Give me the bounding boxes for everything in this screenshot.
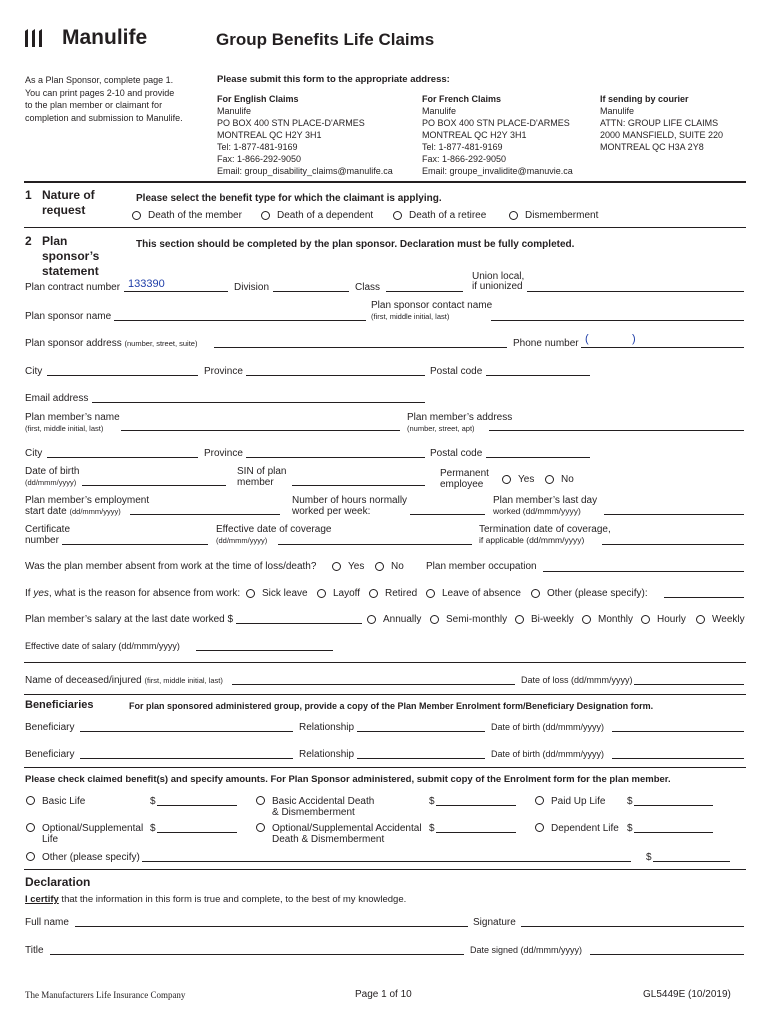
optional-life-label-line: Optional/Supplemental	[42, 823, 144, 834]
last-day-label	[493, 495, 597, 517]
class-field[interactable]	[386, 291, 463, 292]
radio-semi-monthly[interactable]	[430, 615, 439, 624]
city-field[interactable]	[47, 375, 198, 376]
deceased-label-text: Name of deceased/injured	[25, 675, 142, 686]
reason-label: Sick leave	[262, 588, 308, 599]
relationship-label: Relationship	[299, 749, 355, 760]
sponsor-name-label: Plan sponsor name	[25, 311, 112, 322]
footer-company: The Manufacturers Life Insurance Company	[25, 990, 186, 1000]
dollar-sign: $	[646, 852, 652, 863]
reason-label: Leave of absence	[442, 588, 521, 599]
title-label: Title	[25, 945, 44, 956]
radio-permanent-yes[interactable]	[502, 475, 511, 484]
benefits-instruction: Please check claimed benefit(s) and specify amounts. For Plan Sponsor administered, submit copy of the Enrolment form for the plan member.	[25, 774, 671, 785]
address-line: Email: groupe_invalidite@manuvie.ca	[422, 166, 573, 176]
declaration-heading: Declaration	[25, 875, 91, 889]
beneficiaries-instruction: For plan sponsored administered group, provide a copy of the Plan Member Enrolment form/Beneficiary Designation form.	[129, 701, 654, 711]
last-day-field[interactable]	[604, 514, 744, 515]
address-line: PO BOX 400 STN PLACE-D'ARMES	[217, 118, 365, 128]
divider	[24, 694, 746, 695]
radio-annually[interactable]	[367, 615, 376, 624]
address-line: 2000 MANSFIELD, SUITE 220	[600, 130, 724, 140]
email-label: Email address	[25, 393, 89, 404]
eff-coverage-label	[216, 524, 331, 546]
sin-label-line: SIN of plan	[237, 466, 287, 477]
divider	[24, 869, 746, 870]
section1-instruction: Please select the benefit type for which the claimant is applying.	[136, 193, 442, 204]
optional-add-label-line: Optional/Supplemental Accidental	[272, 823, 422, 834]
absence-reason-text: , what is the reason for absence from work:	[48, 588, 241, 599]
reason-label: Layoff	[333, 588, 361, 599]
address-line: Manulife	[217, 106, 252, 116]
certificate-label	[25, 524, 70, 546]
beneficiary-label: Beneficiary	[25, 749, 75, 760]
address-line: If sending by courier	[600, 94, 689, 104]
division-label: Division	[234, 282, 270, 293]
union-label	[472, 272, 524, 292]
beneficiary-2-dob-field[interactable]	[612, 758, 744, 759]
radio-other-benefit[interactable]	[26, 852, 35, 861]
address-line: Fax: 1-866-292-9050	[217, 154, 302, 164]
intro-line: completion and submission to Manulife.	[25, 112, 183, 123]
hours-label-line: worked per week:	[292, 506, 371, 517]
union-label-line: if unionized	[472, 281, 523, 292]
intro-line: As a Plan Sponsor, complete page 1.	[25, 75, 174, 85]
date-loss-field[interactable]	[634, 684, 744, 685]
absence-reason-label	[25, 588, 240, 599]
basic-life-amount[interactable]	[157, 805, 237, 806]
salary-label: Plan member’s salary at the last date worked $	[25, 614, 234, 625]
radio-hourly[interactable]	[641, 615, 650, 624]
no-label: No	[561, 474, 574, 485]
dob-label-text: Date of birth	[25, 466, 80, 477]
title-field[interactable]	[50, 954, 464, 955]
address-line: Manulife	[600, 106, 635, 116]
termination-label	[479, 524, 611, 546]
full-name-field[interactable]	[75, 926, 468, 927]
occupation-field[interactable]	[543, 571, 744, 572]
section2-instruction: This section should be completed by the plan sponsor. Declaration must be fully completed.	[136, 239, 575, 250]
other-benefit-label: Other (please specify)	[42, 852, 140, 863]
date-signed-label: Date signed (dd/mmm/yyyy)	[470, 945, 583, 955]
logo-text: Manulife	[62, 26, 148, 49]
radio-retired[interactable]	[369, 589, 378, 598]
dependent-life-amount[interactable]	[634, 832, 713, 833]
basic-add-amount[interactable]	[436, 805, 516, 806]
freq-label: Bi-weekly	[531, 614, 574, 625]
reason-label: Retired	[385, 588, 418, 599]
phone-label: Phone number	[513, 338, 579, 349]
certificate-label-line: Certificate	[25, 524, 71, 535]
radio-leave-of-absence[interactable]	[426, 589, 435, 598]
address-line: Tel: 1-877-481-9169	[217, 142, 298, 152]
optional-add-label	[272, 823, 422, 845]
paid-up-label: Paid Up Life	[551, 796, 606, 807]
phone-paren-close: )	[632, 333, 636, 345]
yes-label: Yes	[348, 561, 365, 572]
sponsor-name-field[interactable]	[114, 320, 366, 321]
radio-weekly[interactable]	[696, 615, 705, 624]
freq-label: Annually	[383, 614, 422, 625]
divider	[24, 662, 746, 663]
date-signed-field[interactable]	[590, 954, 744, 955]
member-name-label-text: Plan member’s name	[25, 412, 120, 423]
hours-label	[292, 495, 407, 517]
submit-heading: Please submit this form to the appropriate address:	[217, 74, 450, 85]
radio-basic-add[interactable]	[256, 796, 265, 805]
dollar-sign: $	[627, 796, 633, 807]
sin-label-line: member	[237, 477, 274, 488]
divider	[24, 767, 746, 768]
beneficiary-1-field[interactable]	[80, 731, 293, 732]
address-line: Tel: 1-877-481-9169	[422, 142, 503, 152]
contact-name-label	[371, 300, 492, 322]
freq-label: Monthly	[598, 614, 634, 625]
salary-field[interactable]	[236, 623, 362, 624]
dob-hint: (dd/mmm/yyyy)	[25, 478, 77, 487]
basic-add-label	[272, 796, 374, 818]
certify-statement	[25, 894, 406, 905]
radio-optional-add[interactable]	[256, 823, 265, 832]
emp-start-label-line: Plan member’s employment	[25, 495, 150, 506]
termination-label-line: Termination date of coverage,	[479, 524, 611, 535]
address-line: PO BOX 400 STN PLACE-D'ARMES	[422, 118, 570, 128]
email-field[interactable]	[92, 402, 425, 403]
beneficiary-label: Beneficiary	[25, 722, 75, 733]
member-city-field[interactable]	[47, 457, 198, 458]
radio-death-of-retiree[interactable]	[393, 211, 402, 220]
radio-optional-life[interactable]	[26, 823, 35, 832]
member-name-field[interactable]	[121, 430, 400, 431]
manulife-logo-icon	[24, 27, 46, 49]
emp-start-field[interactable]	[130, 514, 280, 515]
yes-label: Yes	[518, 474, 535, 485]
address-line: Email: group_disability_claims@manulife.ca	[217, 166, 393, 176]
radio-paid-up-life[interactable]	[535, 796, 544, 805]
certificate-field[interactable]	[62, 544, 208, 545]
city-label: City	[25, 366, 43, 377]
french-claims-address	[422, 93, 573, 177]
termination-label-line: if applicable (dd/mmm/yyyy)	[479, 535, 585, 545]
emp-start-hint: (dd/mmm/yyyy)	[69, 507, 121, 516]
member-name-label	[25, 412, 120, 434]
relationship-2-field[interactable]	[357, 758, 485, 759]
postal-label: Postal code	[430, 366, 483, 377]
hours-field[interactable]	[410, 514, 485, 515]
postal-field[interactable]	[486, 375, 590, 376]
permanent-label	[440, 468, 489, 490]
basic-life-label: Basic Life	[42, 796, 86, 807]
full-name-label: Full name	[25, 917, 69, 928]
sin-field[interactable]	[292, 485, 425, 486]
deceased-field[interactable]	[232, 684, 515, 685]
address-line: MONTREAL QC H3A 2Y8	[600, 142, 704, 152]
section-title-line: Nature of	[42, 188, 95, 202]
intro-text	[25, 74, 183, 124]
other-reason-field[interactable]	[664, 597, 744, 598]
freq-label: Semi-monthly	[446, 614, 508, 625]
province-label: Province	[204, 366, 243, 377]
option-label: Death of the member	[148, 210, 242, 221]
section2-title	[25, 234, 100, 278]
optional-life-amount[interactable]	[157, 832, 237, 833]
last-day-label-line: Plan member’s last day	[493, 495, 598, 506]
section-title-line: Plan	[42, 234, 68, 248]
emp-start-label-line: start date	[25, 506, 67, 517]
beneficiary-dob-label: Date of birth (dd/mmm/yyyy)	[491, 722, 605, 732]
eff-salary-label: Effective date of salary (dd/mmm/yyyy)	[25, 641, 180, 651]
english-claims-address	[217, 93, 393, 177]
sponsor-address-field[interactable]	[214, 347, 507, 348]
member-city-label: City	[25, 448, 43, 459]
dollar-sign: $	[150, 823, 156, 834]
no-label: No	[391, 561, 404, 572]
occupation-label: Plan member occupation	[426, 561, 537, 572]
certificate-label-line: number	[25, 535, 59, 546]
radio-bi-weekly[interactable]	[515, 615, 524, 624]
plan-contract-value: 133390	[128, 278, 165, 290]
address-line: For English Claims	[217, 94, 299, 104]
address-line: MONTREAL QC H2Y 3H1	[217, 130, 322, 140]
dollar-sign: $	[627, 823, 633, 834]
intro-line: You can print pages 2-10 and provide	[25, 87, 175, 98]
footer-form-code: GL5449E (10/2019)	[643, 989, 731, 1000]
basic-add-label-line: Basic Accidental Death	[272, 796, 375, 807]
basic-add-label-line: & Dismemberment	[272, 807, 355, 818]
option-label: Death of a dependent	[277, 210, 374, 221]
contact-name-line: Plan sponsor contact name	[371, 300, 493, 311]
phone-field[interactable]	[581, 347, 744, 348]
deceased-label	[25, 675, 223, 686]
permanent-label-line: employee	[440, 479, 484, 490]
last-day-label-line: worked (dd/mmm/yyyy)	[493, 506, 581, 516]
plan-contract-label: Plan contract number	[25, 282, 121, 293]
sponsor-address-hint: (number, street, suite)	[124, 339, 198, 348]
paid-up-amount[interactable]	[634, 805, 713, 806]
freq-label: Hourly	[657, 614, 686, 625]
eff-coverage-hint: (dd/mmm/yyyy)	[216, 536, 268, 545]
certify-rest: that the information in this form is true and complete, to the best of my knowledge.	[58, 894, 407, 905]
dollar-sign: $	[429, 823, 435, 834]
radio-layoff[interactable]	[317, 589, 326, 598]
member-province-field[interactable]	[246, 457, 425, 458]
beneficiary-1-dob-field[interactable]	[612, 731, 744, 732]
section1-title	[25, 188, 95, 217]
section-number: 2	[25, 234, 32, 248]
dependent-life-label: Dependent Life	[551, 823, 619, 834]
member-postal-field[interactable]	[486, 457, 590, 458]
dob-field[interactable]	[82, 485, 226, 486]
member-name-hint: (first, middle initial, last)	[25, 424, 104, 433]
absence-reason-yes: yes	[33, 588, 49, 599]
class-label: Class	[355, 282, 381, 293]
beneficiary-2-field[interactable]	[80, 758, 293, 759]
radio-dismemberment[interactable]	[509, 211, 518, 220]
reason-label: Other (please specify):	[547, 588, 648, 599]
member-address-label-text: Plan member’s address	[407, 412, 513, 423]
termination-field[interactable]	[602, 544, 744, 545]
optional-add-amount[interactable]	[436, 832, 516, 833]
section-number: 1	[25, 188, 32, 202]
signature-field[interactable]	[521, 926, 744, 927]
radio-permanent-no[interactable]	[545, 475, 554, 484]
radio-basic-life[interactable]	[26, 796, 35, 805]
signature-label: Signature	[473, 917, 516, 928]
contact-name-hint: (first, middle initial, last)	[371, 312, 450, 321]
absence-reason-text: If	[25, 588, 34, 599]
relationship-1-field[interactable]	[357, 731, 485, 732]
sponsor-address-label	[25, 338, 197, 349]
address-line: Manulife	[422, 106, 457, 116]
radio-death-of-member[interactable]	[132, 211, 141, 220]
radio-other-reason[interactable]	[531, 589, 540, 598]
eff-coverage-field[interactable]	[278, 544, 472, 545]
page-title: Group Benefits Life Claims	[216, 30, 435, 49]
province-field[interactable]	[246, 375, 425, 376]
relationship-label: Relationship	[299, 722, 355, 733]
intro-line: to the plan member or claimant for	[25, 100, 163, 110]
sponsor-address-label-text: Plan sponsor address	[25, 338, 122, 349]
deceased-hint: (first, middle initial, last)	[144, 676, 223, 685]
dollar-sign: $	[429, 796, 435, 807]
freq-label: Weekly	[712, 614, 745, 625]
address-line: For French Claims	[422, 94, 502, 104]
optional-life-label	[42, 823, 143, 845]
dollar-sign: $	[150, 796, 156, 807]
address-line: ATTN: GROUP LIFE CLAIMS	[600, 118, 719, 128]
optional-add-label-line: Death & Dismemberment	[272, 834, 385, 845]
option-label: Death of a retiree	[409, 210, 487, 221]
member-address-field[interactable]	[489, 430, 744, 431]
radio-sick-leave[interactable]	[246, 589, 255, 598]
dob-label	[25, 466, 79, 488]
permanent-label-line: Permanent	[440, 468, 489, 479]
absent-question: Was the plan member absent from work at the time of loss/death?	[25, 561, 317, 572]
plan-contract-field[interactable]	[124, 291, 228, 292]
beneficiary-dob-label: Date of birth (dd/mmm/yyyy)	[491, 749, 605, 759]
beneficiaries-heading: Beneficiaries	[25, 699, 94, 711]
member-province-label: Province	[204, 448, 243, 459]
member-postal-label: Postal code	[430, 448, 483, 459]
section-title-line: request	[42, 203, 86, 217]
address-line: MONTREAL QC H2Y 3H1	[422, 130, 527, 140]
radio-death-of-dependent[interactable]	[261, 211, 270, 220]
member-address-hint: (number, street, apt)	[407, 424, 475, 433]
eff-salary-field[interactable]	[196, 650, 333, 651]
certify-bold: I certify	[25, 894, 59, 905]
radio-monthly[interactable]	[582, 615, 591, 624]
hours-label-line: Number of hours normally	[292, 495, 408, 506]
radio-absent-yes[interactable]	[332, 562, 341, 571]
union-label-line: Union local,	[472, 271, 525, 282]
courier-address	[600, 93, 723, 153]
divider	[24, 227, 746, 228]
phone-paren-open: (	[585, 333, 589, 345]
union-field[interactable]	[527, 291, 744, 292]
section-title-line: statement	[42, 264, 99, 278]
optional-life-label-line: Life	[42, 834, 59, 845]
footer-page: Page 1 of 10	[355, 989, 412, 1000]
other-benefit-field[interactable]	[142, 861, 631, 862]
date-loss-label: Date of loss (dd/mmm/yyyy)	[521, 675, 633, 685]
radio-dependent-life[interactable]	[535, 823, 544, 832]
divider	[24, 181, 746, 183]
address-line: Fax: 1-866-292-9050	[422, 154, 507, 164]
section-title-line: sponsor’s	[42, 249, 100, 263]
contact-name-field[interactable]	[491, 320, 744, 321]
option-label: Dismemberment	[525, 210, 599, 221]
eff-coverage-label-line: Effective date of coverage	[216, 524, 332, 535]
sin-label	[237, 466, 286, 488]
division-field[interactable]	[273, 291, 349, 292]
radio-absent-no[interactable]	[375, 562, 384, 571]
other-benefit-amount[interactable]	[653, 861, 730, 862]
